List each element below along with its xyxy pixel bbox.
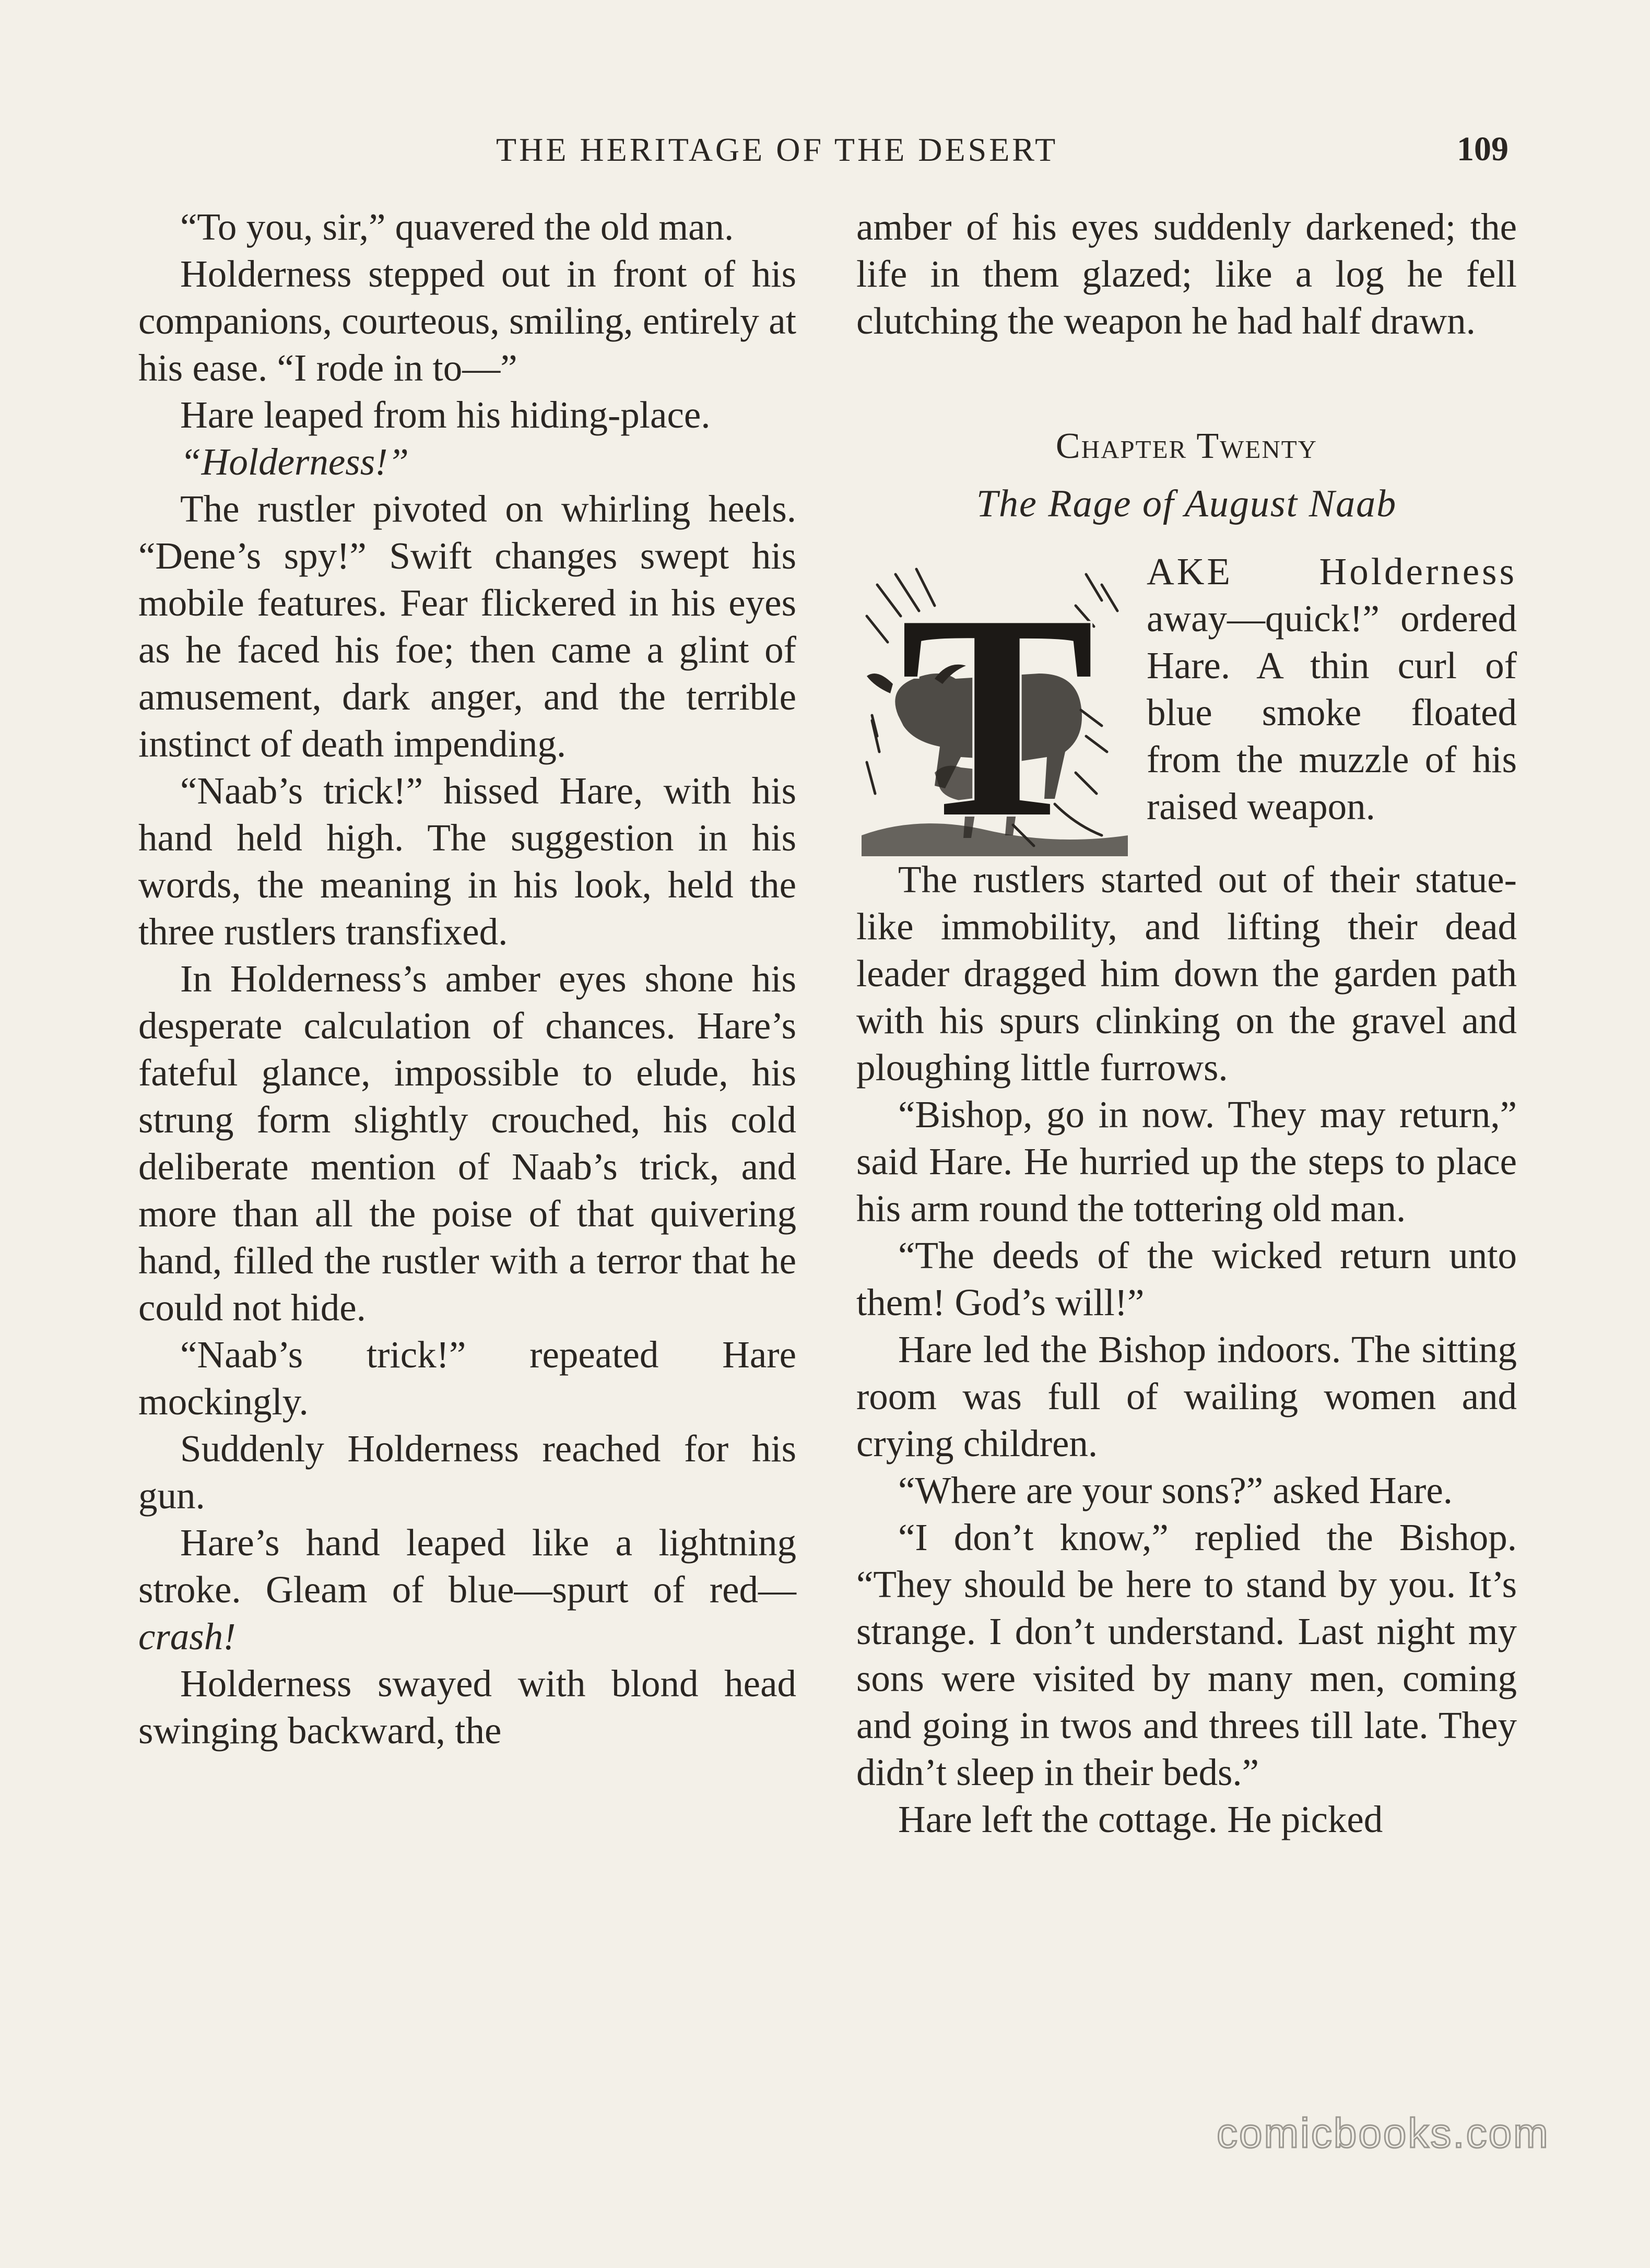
paragraph: In Holderness’s amber eyes shone his desperate calculation of chances. Hare’s fateful glance, impossible to elude, his strung form slightly crouched, his cold deliberate mention of Naab’s trick, and more than all the poise of that quivering hand, filled the rustler with a terror that he could not hide. xyxy=(138,958,796,1329)
paragraph: Holderness swayed with blond head swinging backward, the xyxy=(138,1662,796,1752)
chapter-title: The Rage of August Naab xyxy=(976,482,1397,525)
drop-cap-letter: T xyxy=(900,554,1095,856)
running-head: THE HERITAGE OF THE DESERT xyxy=(496,131,1058,168)
paragraph: “Naab’s trick!” hissed Hare, with his hand held high. The suggestion in his words, the meaning in his look, held the three rustlers transfixed. xyxy=(138,770,796,953)
bull-and-calf-illustration-icon xyxy=(856,553,1138,856)
watermark: comicbooks.com xyxy=(1217,2110,1550,2156)
paragraph: “Bishop, go in now. They may return,” said Hare. He hurried up the steps to place his arm round the tottering old man. xyxy=(856,1093,1517,1230)
chapter-number: Chapter Twenty xyxy=(1055,426,1318,466)
continued-paragraph: amber of his eyes suddenly darkened; the life in them glazed; like a log he fell clutching the weapon he had half drawn. xyxy=(856,206,1517,342)
paragraph: Holderness stepped out in front of his companions, courteous, smiling, entirely at his ease. “I rode in to—” xyxy=(138,253,796,389)
opening-text: away—quick!” ordered Hare. A thin curl of blue smoke floated from the muzzle of his raised weapon. xyxy=(1147,597,1517,828)
drop-cap xyxy=(856,553,1138,856)
paragraph: The rustlers started out of their statue-like immobility, and lifting their dead leader dragged him down the garden path with his spurs clinking on the gravel and ploughing little furrows. xyxy=(856,858,1517,1089)
left-column xyxy=(138,204,796,1754)
paragraph: Suddenly Holderness reached for his gun. xyxy=(138,1427,796,1517)
paragraph: “Where are your sons?” asked Hare. xyxy=(898,1469,1453,1511)
right-column xyxy=(856,204,1517,1843)
paragraph: “Naab’s trick!” repeated Hare mockingly. xyxy=(138,1333,796,1423)
paragraph: “Holderness!” xyxy=(180,441,409,483)
opening-first-line: AKE Holderness xyxy=(1147,550,1517,593)
paragraph: “I don’t know,” replied the Bishop. “They should be here to stand by you. It’s strange. I don’t understand. Last night my sons were visited by many men, coming and going in twos and threes till late. They didn’t sleep in their beds.” xyxy=(856,1516,1517,1793)
paragraph xyxy=(138,1519,796,1660)
paragraph-text: Hare’s hand leaped like a lightning stroke. Gleam of blue—spurt of red— xyxy=(138,1521,796,1611)
paragraph: “To you, sir,” quavered the old man. xyxy=(180,206,734,248)
paragraph: Hare led the Bishop indoors. The sitting room was full of wailing women and crying children. xyxy=(856,1328,1517,1464)
page-number: 109 xyxy=(1457,130,1508,168)
italic-word: crash! xyxy=(138,1615,236,1658)
paragraph: Hare leaped from his hiding-place. xyxy=(180,394,711,436)
paragraph: The rustler pivoted on whirling heels. “Dene’s spy!” Swift changes swept his mobile features. Fear flickered in his eyes as he faced his foe; then came a glint of amusement, dark anger, and the terrible instinct of death impending. xyxy=(138,488,796,765)
paragraph: Hare left the cottage. He picked xyxy=(898,1798,1383,1840)
paragraph: “The deeds of the wicked return unto them! God’s will!” xyxy=(856,1234,1517,1324)
